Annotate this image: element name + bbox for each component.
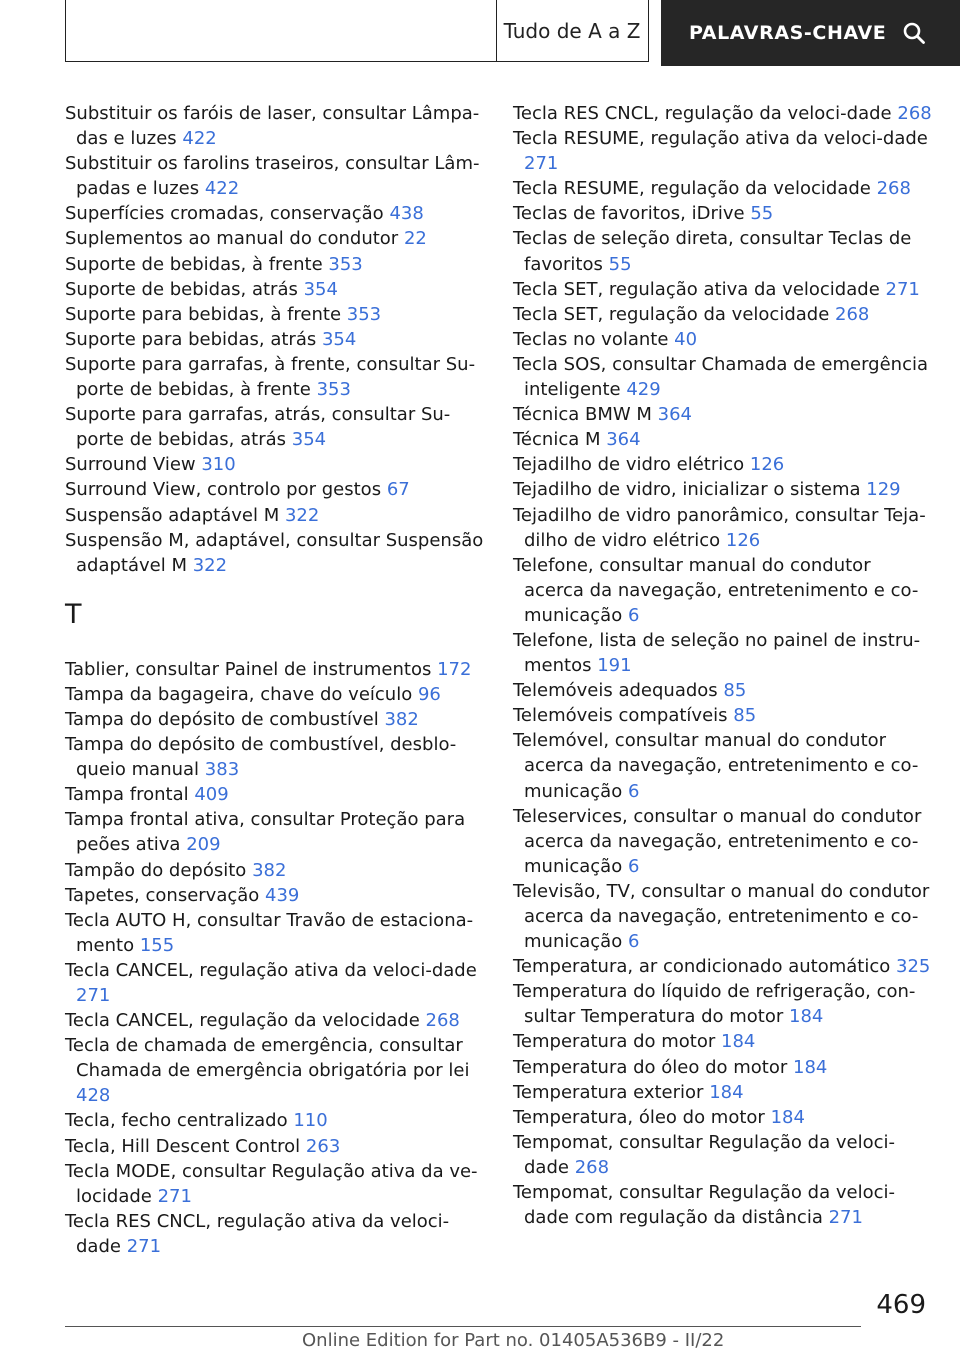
index-entry-text: Tempomat, consultar Regulação da veloci-dade com regulação da distância — [513, 1182, 895, 1229]
index-entry-page-link[interactable]: 172 — [437, 658, 472, 680]
index-section-t-continued — [513, 101, 933, 1230]
tab-tudo-de-a-a-z[interactable]: Tudo de A a Z — [496, 0, 649, 62]
index-entry — [513, 1105, 933, 1130]
index-entry-text: Teleservices, consultar o manual do condutor acerca da navegação, entretenimento e co-municação — [513, 805, 922, 877]
index-entry — [513, 126, 933, 176]
index-entry-text: Suporte para garrafas, atrás, consultar Su-porte de bebidas, atrás — [65, 404, 451, 451]
index-entry-page-link[interactable]: 155 — [139, 934, 175, 956]
index-entry — [65, 277, 485, 302]
index-entry-text: Tampa frontal — [65, 784, 189, 806]
page-number: 469 — [876, 1290, 926, 1320]
index-entry — [513, 327, 933, 352]
index-entry-page-link[interactable]: 85 — [723, 680, 747, 702]
index-entry-text: Suspensão adaptável M — [65, 504, 280, 526]
index-entry — [65, 958, 485, 1008]
index-entry — [65, 908, 485, 958]
index-entry-text: Telemóveis compatíveis — [513, 705, 728, 727]
index-entry — [513, 176, 933, 201]
index-entry — [65, 452, 485, 477]
index-entry-page-link[interactable]: 96 — [417, 683, 441, 705]
index-entry-page-link[interactable]: 184 — [793, 1056, 828, 1078]
index-entry — [513, 503, 933, 553]
page-header — [0, 0, 960, 66]
index-entry — [513, 427, 933, 452]
index-entry-text: Temperatura exterior — [513, 1081, 704, 1103]
index-section-s — [65, 101, 485, 578]
index-entry-text: Teclas de seleção direta, consultar Teclas de favoritos — [513, 228, 912, 275]
index-entry-text: Tecla MODE, consultar Regulação ativa da ve-locidade — [65, 1160, 478, 1207]
index-entry-page-link[interactable]: 322 — [192, 554, 228, 576]
index-entry-page-link[interactable]: 353 — [316, 379, 351, 401]
index-entry-page-link[interactable]: 191 — [597, 655, 632, 677]
index-entry-page-link[interactable]: 184 — [770, 1106, 805, 1128]
header-tab-blank — [65, 0, 497, 62]
index-entry-page-link[interactable]: 364 — [657, 404, 692, 426]
index-entry-text: Temperatura, óleo do motor — [513, 1106, 765, 1128]
index-entry-text: Suporte de bebidas, atrás — [65, 278, 298, 300]
index-entry-page-link[interactable]: 364 — [606, 429, 641, 451]
index-entry-text: Suporte para bebidas, à frente — [65, 303, 342, 325]
index-entry-text: Tecla, Hill Descent Control — [65, 1135, 301, 1157]
index-entry-page-link[interactable]: 439 — [265, 884, 300, 906]
index-entry — [513, 452, 933, 477]
index-entry-page-link[interactable]: 263 — [305, 1135, 341, 1157]
index-entry-text: Tampa do depósito de combustível — [65, 708, 379, 730]
index-entry — [513, 277, 933, 302]
index-entry — [513, 804, 933, 879]
index-entry — [513, 979, 933, 1029]
index-entry-text: Tampa da bagageira, chave do veículo — [65, 683, 413, 705]
index-entry-page-link[interactable]: 325 — [896, 956, 931, 978]
index-entry-text: Tecla, fecho centralizado — [65, 1110, 288, 1132]
index-entry — [65, 1108, 485, 1133]
index-entry-page-link[interactable]: 268 — [425, 1010, 460, 1032]
index-entry — [65, 226, 485, 251]
index-entry-text: Tecla CANCEL, regulação ativa da veloci-dade — [65, 959, 477, 981]
index-entry-page-link[interactable]: 271 — [76, 985, 111, 1006]
index-entry — [513, 477, 933, 502]
index-entry-text: Tapetes, conservação — [65, 884, 260, 906]
index-entry — [65, 327, 485, 352]
index-entry — [513, 553, 933, 628]
index-entry — [513, 678, 933, 703]
index-entry-text: Tecla SET, regulação ativa da velocidade — [513, 278, 880, 300]
index-entry-page-link[interactable]: 383 — [204, 759, 240, 781]
index-entry-text: Tecla RES CNCL, regulação da veloci-dade — [513, 103, 892, 124]
index-entry-page-link[interactable]: 310 — [201, 454, 236, 476]
index-entry — [65, 782, 485, 807]
index-entry-text: Tejadilho de vidro, inicializar o sistema — [513, 479, 861, 501]
index-entry-text: Temperatura do óleo do motor — [513, 1056, 788, 1078]
index-entry-text: Telemóvel, consultar manual do condutor acerca da navegação, entretenimento e co-municação — [513, 730, 919, 802]
index-entry-page-link[interactable]: 354 — [321, 328, 357, 350]
index-entry — [513, 402, 933, 427]
index-entry-page-link[interactable]: 268 — [574, 1156, 610, 1178]
index-entry — [65, 528, 485, 578]
index-entry-text: Surround View, controlo por gestos — [65, 479, 382, 501]
index-entry-page-link[interactable]: 271 — [885, 278, 920, 300]
index-entry-page-link[interactable]: 6 — [627, 780, 640, 802]
index-entry-text: Teclas no volante — [513, 328, 669, 350]
index-entry — [65, 477, 485, 502]
index-entry-text: Tampa do depósito de combustível, desblo-queio manual — [65, 734, 457, 781]
index-entry — [65, 732, 485, 782]
index-entry-text: Tempomat, consultar Regulação da veloci-dade — [513, 1131, 895, 1178]
index-entry — [513, 101, 933, 126]
footer-divider — [65, 1326, 861, 1327]
index-entry-text: Tecla RES CNCL, regulação ativa da veloci-dade — [65, 1210, 450, 1257]
index-entry-page-link[interactable]: 271 — [524, 153, 559, 175]
index-entry-text: Temperatura do motor — [513, 1031, 716, 1053]
index-entry-text: Tecla RESUME, regulação da velocidade — [513, 178, 871, 200]
index-entry — [513, 954, 933, 979]
index-entry-text: Suporte para bebidas, atrás — [65, 328, 317, 350]
index-entry-text: Teclas de favoritos, iDrive — [513, 203, 745, 225]
index-entry-page-link[interactable]: 184 — [709, 1081, 744, 1103]
index-entry — [65, 883, 485, 908]
index-entry — [513, 703, 933, 728]
index-entry-page-link[interactable]: 129 — [866, 479, 901, 501]
index-entry-page-link[interactable]: 353 — [328, 253, 363, 275]
index-entry-text: Televisão, TV, consultar o manual do condutor acerca da navegação, entretenimento e co-municação — [513, 880, 930, 953]
index-entry-page-link[interactable]: 438 — [389, 203, 424, 225]
index-entry-page-link[interactable]: 22 — [403, 228, 427, 250]
index-entry-text: Tejadilho de vidro panorâmico, consultar Teja-dilho de vidro elétrico — [513, 504, 926, 551]
index-entry-text: Telefone, lista de seleção no painel de instru-mentos — [513, 629, 921, 677]
index-entry-text: Suporte de bebidas, à frente — [65, 253, 323, 275]
index-entry-page-link[interactable]: 126 — [749, 454, 785, 476]
index-entry — [513, 1080, 933, 1105]
index-entry — [513, 352, 933, 402]
index-entry-text: Tampa frontal ativa, consultar Proteção para peões ativa — [65, 809, 466, 856]
index-entry-text: Superfícies cromadas, conservação — [65, 203, 384, 225]
index-entry — [65, 1134, 485, 1159]
index-entry-text: Tecla de chamada de emergência, consultar Chamada de emergência obrigatória por lei — [65, 1035, 470, 1082]
index-entry-page-link[interactable]: 184 — [721, 1031, 756, 1053]
index-entry — [65, 503, 485, 528]
tab-palavras-chave[interactable] — [661, 0, 960, 66]
index-entry-page-link[interactable]: 422 — [182, 128, 217, 150]
index-entry-text: Suplementos ao manual do condutor — [65, 228, 399, 250]
index-entry-text: Técnica BMW M — [513, 404, 652, 426]
index-entry-page-link[interactable]: 268 — [835, 303, 870, 325]
index-entry-page-link[interactable]: 110 — [293, 1110, 328, 1132]
index-entry — [65, 858, 485, 883]
index-entry — [65, 302, 485, 327]
index-entry-page-link[interactable]: 353 — [346, 303, 382, 325]
index-entry — [513, 628, 933, 678]
index-entry — [65, 707, 485, 732]
index-entry — [65, 252, 485, 277]
section-letter: T — [65, 598, 82, 630]
index-entry-page-link[interactable]: 382 — [252, 859, 287, 881]
index-entry-page-link[interactable]: 322 — [284, 504, 320, 526]
index-entry-text: Suspensão M, adaptável, consultar Suspensão adaptável M — [65, 529, 484, 576]
index-entry-page-link[interactable]: 268 — [897, 103, 932, 124]
index-entry-page-link[interactable]: 85 — [733, 705, 757, 727]
index-entry — [65, 682, 485, 707]
index-entry-text: Tablier, consultar Painel de instrumentos — [65, 658, 432, 680]
index-entry-page-link[interactable]: 271 — [828, 1207, 863, 1229]
index-entry-page-link[interactable]: 184 — [789, 1006, 824, 1028]
index-entry-page-link[interactable]: 354 — [303, 278, 338, 300]
index-entry — [65, 807, 485, 857]
search-icon — [902, 21, 926, 45]
index-entry — [65, 1008, 485, 1033]
index-entry-page-link[interactable]: 268 — [876, 178, 911, 200]
index-entry — [65, 101, 485, 151]
index-entry-page-link[interactable]: 354 — [291, 429, 327, 451]
index-entry — [513, 302, 933, 327]
index-entry-page-link[interactable]: 382 — [384, 708, 419, 730]
index-entry — [513, 1055, 933, 1080]
index-entry — [65, 151, 485, 201]
index-entry-page-link[interactable]: 409 — [194, 784, 229, 806]
index-entry — [513, 226, 933, 276]
index-section-t — [65, 657, 485, 1259]
index-entry-text: Substituir os faróis de laser, consultar Lâmpa-das e luzes — [65, 103, 480, 150]
index-entry — [513, 879, 933, 954]
index-entry-text: Temperatura do líquido de refrigeração, con-sultar Temperatura do motor — [513, 981, 916, 1028]
index-entry-text: Tecla SET, regulação da velocidade — [513, 303, 830, 325]
index-entry-page-link[interactable]: 428 — [76, 1085, 111, 1107]
index-entry-text: Substituir os farolins traseiros, consultar Lâm-padas e luzes — [65, 153, 480, 200]
tab-palavras-chave-label: PALAVRAS-CHAVE — [689, 22, 887, 44]
index-entry-text: Tecla SOS, consultar Chamada de emergência inteligente — [513, 353, 929, 401]
index-entry — [513, 1180, 933, 1230]
index-entry-text: Telefone, consultar manual do condutor acerca da navegação, entretenimento e co-municação — [513, 554, 919, 626]
index-entry-page-link[interactable]: 6 — [627, 855, 640, 877]
index-entry-page-link[interactable]: 422 — [204, 178, 240, 200]
index-entry — [513, 1130, 933, 1180]
index-entry-text: Tecla RESUME, regulação ativa da veloci-dade — [513, 128, 928, 150]
index-entry-page-link[interactable]: 6 — [627, 604, 640, 626]
index-entry-text: Suporte para garrafas, à frente, consultar Su-porte de bebidas, à frente — [65, 353, 476, 401]
index-entry-page-link[interactable]: 55 — [750, 203, 774, 225]
index-entry — [65, 1159, 485, 1209]
index-entry-text: Tecla CANCEL, regulação da velocidade — [65, 1010, 420, 1032]
index-entry — [65, 352, 485, 402]
index-entry-page-link[interactable]: 55 — [608, 253, 632, 275]
footer-edition: Online Edition for Part no. 01405A536B9 - II/22 — [302, 1330, 725, 1351]
index-entry — [65, 1209, 485, 1259]
index-entry-page-link[interactable]: 67 — [386, 479, 410, 501]
index-entry — [65, 402, 485, 452]
index-entry — [513, 728, 933, 803]
index-entry — [513, 1029, 933, 1054]
index-entry-text: Temperatura, ar condicionado automático — [513, 956, 891, 978]
index-column-right — [513, 101, 933, 1230]
index-entry — [65, 1033, 485, 1108]
index-entry-page-link[interactable]: 40 — [674, 328, 698, 350]
index-entry-page-link[interactable]: 209 — [186, 834, 221, 856]
index-entry-text: Surround View — [65, 454, 196, 476]
index-entry-text: Tejadilho de vidro elétrico — [513, 454, 745, 476]
index-entry-page-link[interactable]: 429 — [626, 379, 661, 401]
index-entry-text: Telemóveis adequados — [513, 680, 718, 702]
index-entry — [513, 201, 933, 226]
index-entry-page-link[interactable]: 6 — [627, 931, 640, 953]
index-entry-text: Tampão do depósito — [65, 859, 247, 881]
index-entry — [65, 201, 485, 226]
index-entry-page-link[interactable]: 271 — [126, 1235, 162, 1257]
index-entry-text: Técnica M — [513, 429, 601, 451]
index-entry-page-link[interactable]: 271 — [157, 1185, 192, 1207]
index-entry — [65, 657, 485, 682]
index-entry-page-link[interactable]: 126 — [725, 529, 761, 551]
index-column-left — [65, 101, 485, 1259]
index-entry-text: Tecla AUTO H, consultar Travão de estaciona-mento — [65, 909, 474, 956]
